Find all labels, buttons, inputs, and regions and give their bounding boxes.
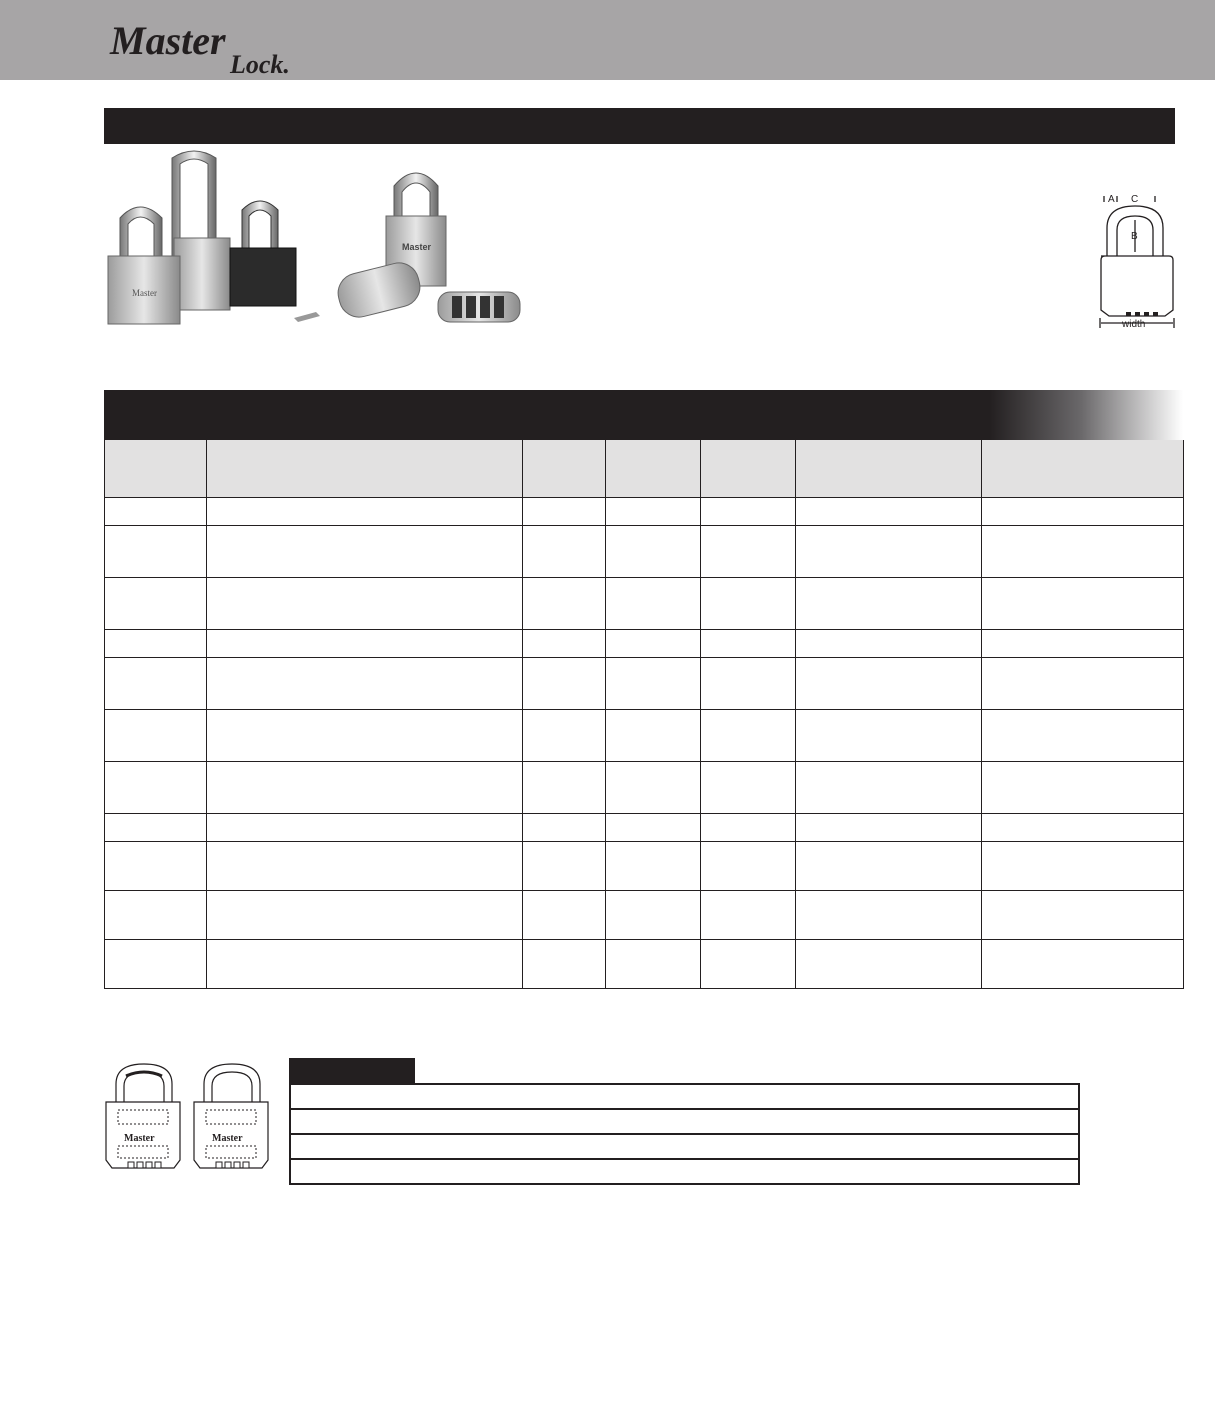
svg-text:Master: Master [212,1133,243,1144]
table-row [105,630,1184,658]
table-row [105,762,1184,814]
svg-text:Master: Master [110,20,226,63]
svg-text:Master: Master [402,242,432,252]
table-row [105,498,1184,526]
table-row [105,891,1184,940]
engraving-location-icons [104,1062,274,1174]
legend-row [291,1135,1078,1160]
svg-text:A: A [1108,194,1115,205]
table-header-fade [979,390,1183,440]
legend-row [291,1110,1078,1135]
column-header [207,440,523,498]
legend-row [291,1160,1078,1183]
master-lock-logo [108,20,308,78]
column-header [606,440,701,498]
column-header [701,440,796,498]
svg-text:B: B [1131,231,1138,242]
table-row [105,578,1184,630]
specification-table [104,390,1183,999]
table-row [105,842,1184,891]
svg-text:C: C [1131,194,1139,205]
svg-text:Lock.: Lock. [230,50,290,78]
table-row [105,526,1184,578]
table-row [105,940,1184,989]
dimension-diagram [1095,188,1180,333]
svg-text:Master: Master [132,288,157,298]
legend-rows [289,1083,1080,1185]
table-row [105,814,1184,842]
table-row [105,710,1184,762]
column-header [982,440,1184,498]
page-header [0,0,1215,80]
section-title-bar [104,108,1175,144]
column-header [796,440,982,498]
table-row [105,658,1184,710]
legend-row [291,1085,1078,1110]
column-header [105,440,207,498]
svg-text:width: width [1122,319,1146,330]
column-header [523,440,606,498]
engraving-options-table [289,1058,1080,1183]
combination-padlocks-photo [104,146,524,326]
column-header-row [105,440,1184,498]
legend-tab [289,1058,415,1083]
spec-grid [104,440,1184,989]
svg-text:Master: Master [124,1133,155,1144]
